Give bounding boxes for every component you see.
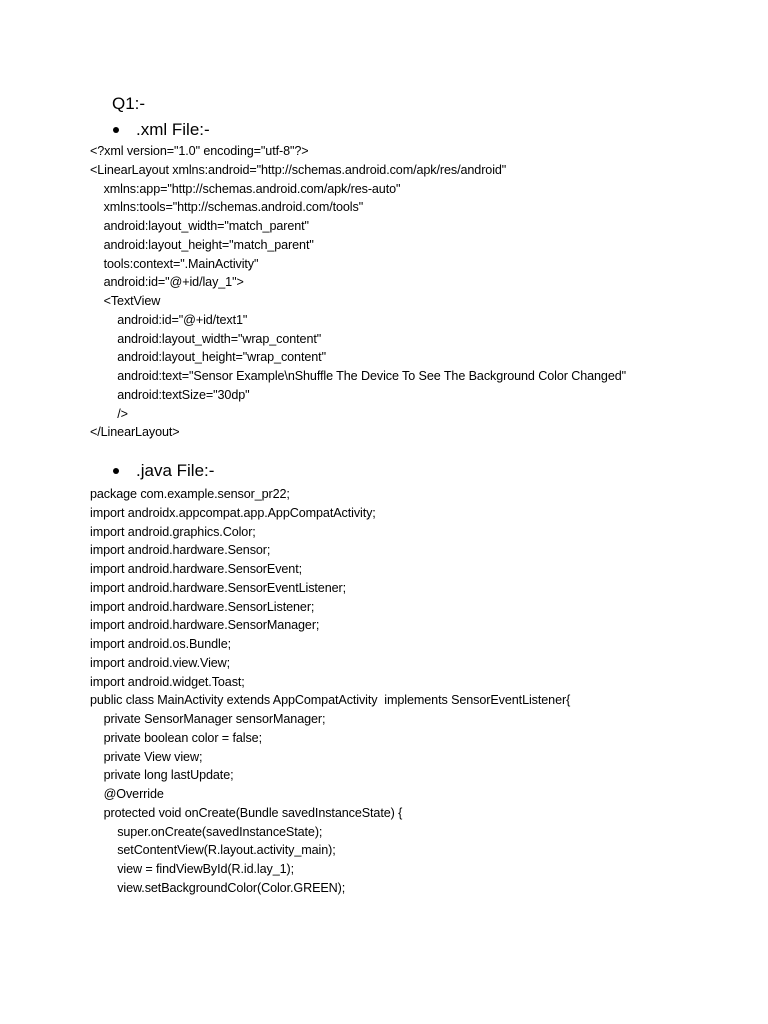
code-line: import android.os.Bundle; — [90, 637, 232, 651]
code-line: android:layout_height="match_parent" — [90, 237, 314, 252]
code-line: private long lastUpdate; — [90, 768, 234, 783]
code-line: android:id="@+id/lay_1"> — [90, 275, 244, 290]
code-line: xmlns:app="http://schemas.android.com/apk/res-auto" — [90, 181, 401, 196]
xml-section-heading — [113, 119, 210, 141]
code-line: @Override — [90, 787, 164, 801]
code-line: private View view; — [90, 749, 203, 764]
code-line: import android.hardware.SensorEventListener; — [90, 580, 347, 595]
code-line: import android.hardware.SensorEvent; — [90, 562, 303, 576]
code-line: </LinearLayout> — [90, 425, 180, 440]
java-section-heading-text: .java File:- — [136, 461, 215, 480]
code-line: tools:context=".MainActivity" — [90, 256, 259, 271]
bullet-icon — [113, 468, 119, 474]
code-line: import android.view.View; — [90, 655, 231, 670]
xml-code-block — [90, 142, 626, 442]
code-line: setContentView(R.layout.activity_main); — [90, 843, 336, 858]
code-line: android:text="Sensor Example\nShuffle The Device To See The Background Color Changed" — [90, 369, 627, 383]
code-line: android:layout_height="wrap_content" — [90, 350, 326, 365]
code-line: import android.widget.Toast; — [90, 674, 245, 689]
code-line: import androidx.appcompat.app.AppCompatActivity; — [90, 505, 376, 520]
code-line: import android.hardware.SensorListener; — [90, 599, 315, 614]
code-line: /> — [90, 406, 128, 421]
code-line: android:id="@+id/text1" — [90, 312, 248, 327]
code-line: android:layout_width="wrap_content" — [90, 331, 322, 346]
code-line: <?xml version="1.0" encoding="utf-8"?> — [90, 144, 309, 158]
code-line: public class MainActivity extends AppCompatActivity implements SensorEventListener{ — [90, 693, 571, 708]
code-line: view = findViewById(R.id.lay_1); — [90, 862, 295, 876]
code-line: <LinearLayout xmlns:android="http://schemas.android.com/apk/res/android" — [90, 162, 507, 177]
xml-section-heading-text: .xml File:- — [136, 120, 210, 139]
code-line: private boolean color = false; — [90, 730, 262, 745]
code-line: view.setBackgroundColor(Color.GREEN); — [90, 880, 346, 895]
code-line: import android.hardware.SensorManager; — [90, 618, 320, 633]
code-line: protected void onCreate(Bundle savedInstanceState) { — [90, 805, 403, 820]
code-line: xmlns:tools="http://schemas.android.com/tools" — [90, 200, 364, 215]
question-label: Q1:- — [112, 94, 146, 113]
code-line: import android.graphics.Color; — [90, 524, 256, 539]
code-line: super.onCreate(savedInstanceState); — [90, 824, 323, 839]
code-line: package com.example.sensor_pr22; — [90, 487, 290, 501]
code-line: <TextView — [90, 294, 161, 308]
code-line: private SensorManager sensorManager; — [90, 712, 326, 726]
code-line: android:layout_width="match_parent" — [90, 219, 309, 233]
java-code-block — [90, 485, 570, 898]
code-line: android:textSize="30dp" — [90, 387, 250, 402]
bullet-icon — [113, 127, 119, 133]
java-section-heading — [113, 460, 214, 482]
code-line: import android.hardware.Sensor; — [90, 543, 271, 558]
